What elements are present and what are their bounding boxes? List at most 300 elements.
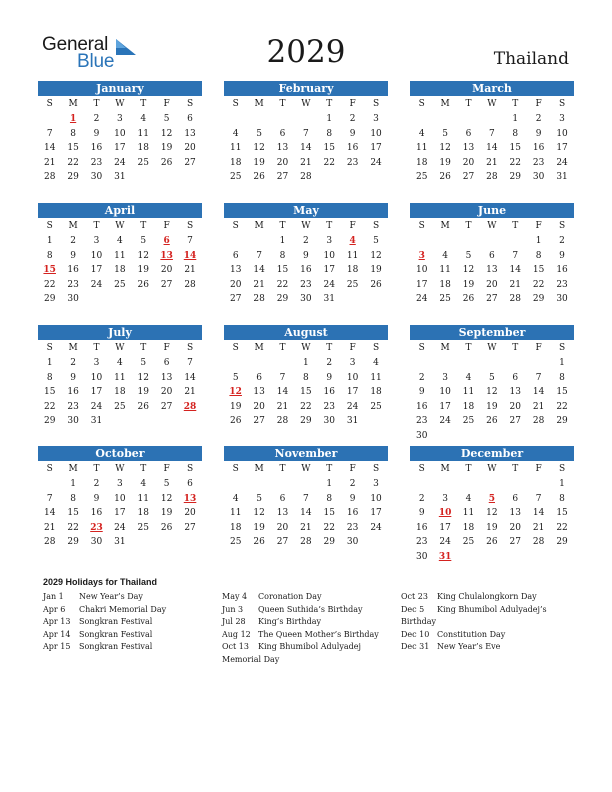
day-cell: 27 [276, 537, 289, 547]
day-cell: 31 [556, 172, 568, 182]
day-cell: 22 [43, 279, 56, 290]
week-row [38, 371, 202, 386]
day-cell [457, 112, 480, 127]
day-cell: 17 [90, 265, 103, 275]
holiday-date: Dec 31 [401, 642, 430, 651]
day-cell: 22 [67, 157, 79, 168]
day-cell: 15 [300, 387, 312, 397]
day-cell: 5 [163, 479, 170, 489]
day-cell: 24 [323, 279, 335, 290]
week-row [38, 156, 202, 171]
day-cell: 8 [303, 372, 309, 383]
day-cell: 3 [442, 493, 448, 504]
month-header: October [38, 446, 202, 461]
day-cell [271, 477, 294, 492]
week-row [410, 535, 574, 550]
week-row [224, 263, 388, 278]
day-cell: 19 [486, 401, 498, 412]
day-cell: 27 [229, 294, 242, 304]
day-cell: 10 [323, 250, 335, 261]
day-cell: 3 [93, 358, 100, 368]
day-cell: 15 [556, 508, 568, 518]
day-cell: 30 [67, 294, 79, 304]
weekday-label: W [115, 221, 125, 231]
day-cell [178, 170, 201, 185]
day-cell: 17 [370, 508, 382, 518]
day-cell: 16 [67, 387, 79, 397]
weekday-label: F [535, 99, 542, 109]
month-january [38, 81, 202, 185]
day-cell: 17 [323, 265, 335, 275]
holiday-date: Apr 6 [43, 604, 66, 614]
week-row [224, 127, 388, 142]
day-cell: 8 [70, 493, 76, 504]
weekday-label: T [326, 343, 333, 353]
day-cell: 24 [90, 279, 103, 290]
day-cell: 20 [276, 522, 289, 533]
day-cell: 7 [489, 128, 495, 139]
day-cell: 27 [462, 172, 475, 182]
week-row [38, 356, 202, 371]
week-row [38, 535, 202, 550]
day-cell: 8 [70, 128, 76, 139]
month-header: March [410, 81, 574, 96]
day-cell: 23 [300, 279, 312, 290]
weekday-label: T [279, 464, 286, 474]
day-cell: 23 [346, 522, 359, 533]
day-cell: 22 [300, 401, 312, 412]
holiday-date: Dec 5 [401, 604, 425, 614]
week-row [38, 127, 202, 142]
week-row [224, 414, 388, 429]
day-cell: 12 [253, 508, 265, 518]
day-cell: 29 [509, 172, 521, 182]
day-cell: 19 [439, 157, 451, 168]
weekday-label: W [487, 464, 497, 474]
weekday-header-row [224, 462, 388, 477]
day-cell [480, 112, 503, 127]
day-cell: 11 [114, 372, 126, 383]
week-row [38, 292, 202, 307]
day-cell: 28 [184, 279, 196, 290]
day-cell: 16 [90, 508, 103, 518]
week-row [410, 385, 574, 400]
day-cell: 26 [160, 157, 173, 168]
day-cell: 31 [90, 416, 103, 426]
day-cell: 14 [509, 265, 521, 275]
day-cell: 30 [323, 416, 335, 426]
day-cell: 17 [439, 522, 451, 533]
week-row [410, 234, 574, 249]
weekday-label: M [440, 99, 450, 109]
day-cell: 8 [559, 493, 565, 504]
day-cell: 22 [323, 157, 335, 168]
day-cell: 14 [43, 508, 56, 518]
holiday-name-continuation: Birthday [401, 617, 437, 626]
day-cell: 7 [187, 358, 193, 368]
day-cell: 18 [439, 279, 451, 290]
weekday-label: S [372, 99, 380, 109]
day-cell: 9 [93, 493, 100, 504]
week-row [410, 141, 574, 156]
week-row [410, 414, 574, 429]
week-row [38, 414, 202, 429]
weekday-label: T [93, 221, 100, 231]
holiday-day-cell: 4 [349, 236, 356, 246]
holiday-day-cell: 23 [90, 522, 103, 533]
month-november [224, 446, 388, 550]
day-cell: 10 [415, 265, 428, 275]
day-cell: 7 [187, 236, 193, 246]
weekday-label: S [46, 464, 53, 474]
day-cell: 3 [349, 358, 356, 368]
day-cell: 27 [160, 401, 173, 412]
day-cell: 26 [160, 522, 173, 533]
week-row [410, 477, 574, 492]
day-cell: 9 [70, 250, 76, 261]
day-cell: 15 [276, 265, 289, 275]
holiday-name: King Bhumibol Adulyadej [258, 642, 361, 651]
week-row [410, 550, 574, 565]
weekday-label: T [465, 221, 472, 231]
day-cell: 11 [137, 493, 149, 504]
day-cell: 11 [229, 508, 242, 518]
weekday-label: F [535, 464, 542, 474]
day-cell: 5 [373, 236, 379, 246]
day-cell: 30 [90, 172, 103, 182]
weekday-label: F [349, 464, 356, 474]
weekday-label: S [46, 343, 53, 353]
weekday-label: T [279, 99, 286, 109]
day-cell: 19 [137, 387, 149, 397]
month-header: January [38, 81, 202, 96]
weekday-label: T [326, 464, 333, 474]
day-cell: 2 [303, 236, 309, 246]
day-cell: 24 [370, 157, 382, 168]
day-cell [318, 170, 341, 185]
day-cell: 25 [439, 294, 451, 304]
day-cell: 19 [462, 279, 475, 290]
week-row [38, 249, 202, 264]
day-cell: 6 [279, 128, 286, 139]
weekday-header-row [38, 97, 202, 112]
day-cell: 31 [323, 294, 335, 304]
weekday-label: M [440, 343, 450, 353]
weekday-label: T [326, 99, 333, 109]
day-cell: 4 [465, 493, 472, 504]
day-cell: 14 [276, 387, 289, 397]
day-cell: 13 [253, 387, 265, 397]
week-row [38, 278, 202, 293]
day-cell: 7 [303, 493, 309, 504]
day-cell: 26 [253, 172, 265, 182]
day-cell [410, 112, 433, 127]
holiday-date: Jun 3 [222, 604, 244, 614]
weekday-label: F [163, 99, 170, 109]
day-cell: 10 [114, 128, 126, 139]
day-cell: 3 [117, 114, 123, 124]
day-cell: 28 [300, 537, 312, 547]
day-cell: 5 [163, 114, 170, 124]
month-header: April [38, 203, 202, 218]
weekday-label: T [465, 99, 472, 109]
day-cell [271, 356, 294, 371]
day-cell: 26 [462, 294, 475, 304]
week-row [224, 477, 388, 492]
day-cell: 11 [415, 143, 428, 153]
day-cell: 21 [184, 265, 196, 275]
day-cell: 15 [323, 508, 335, 518]
week-row [410, 356, 574, 371]
day-cell [480, 234, 503, 249]
day-cell: 5 [489, 372, 495, 383]
weekday-label: M [68, 99, 78, 109]
weekday-label: T [93, 464, 100, 474]
day-cell: 17 [415, 279, 428, 290]
day-cell: 18 [415, 157, 428, 168]
day-cell [271, 112, 294, 127]
day-cell [364, 170, 387, 185]
day-cell: 19 [229, 401, 242, 412]
day-cell: 28 [300, 172, 312, 182]
day-cell: 22 [532, 279, 545, 290]
day-cell: 20 [509, 401, 521, 412]
holiday-date: Oct 23 [401, 592, 428, 601]
weekday-header-row [38, 462, 202, 477]
holiday-date: Apr 14 [43, 629, 71, 639]
day-cell: 11 [462, 387, 475, 397]
holiday-item [43, 604, 218, 617]
holiday-item [43, 629, 218, 642]
weekday-label: S [372, 464, 380, 474]
holiday-item [43, 591, 218, 604]
day-cell: 5 [140, 236, 147, 246]
day-cell: 2 [93, 479, 100, 489]
day-cell [341, 292, 364, 307]
week-row [224, 492, 388, 507]
day-cell: 8 [512, 128, 519, 139]
day-cell: 3 [326, 236, 333, 246]
day-cell: 11 [229, 143, 242, 153]
holidays-title: 2029 Holidays for Thailand [43, 577, 158, 587]
weekday-label: M [440, 221, 450, 231]
day-cell: 28 [486, 172, 498, 182]
day-cell [410, 477, 433, 492]
day-cell: 14 [184, 372, 196, 383]
month-february [224, 81, 388, 185]
holiday-day-cell: 3 [418, 250, 425, 261]
holiday-date: Apr 15 [43, 642, 71, 651]
day-cell [341, 170, 364, 185]
month-october [38, 446, 202, 550]
day-cell: 21 [532, 401, 545, 412]
day-cell: 12 [137, 250, 149, 261]
day-cell [433, 234, 456, 249]
day-cell: 4 [140, 114, 147, 124]
week-row [38, 492, 202, 507]
day-cell: 22 [276, 279, 289, 290]
holiday-item [222, 616, 397, 629]
day-cell: 29 [276, 294, 289, 304]
day-cell: 26 [439, 172, 451, 182]
holiday-date: May 4 [222, 592, 248, 601]
day-cell [132, 535, 155, 550]
holiday-name: King Bhumibol Adulyadej’s [437, 604, 547, 614]
week-row [224, 170, 388, 185]
day-cell: 11 [346, 250, 359, 261]
day-cell: 11 [370, 372, 382, 383]
day-cell [504, 477, 527, 492]
day-cell: 8 [326, 128, 333, 139]
day-cell: 15 [67, 143, 79, 153]
month-september [410, 325, 574, 443]
holiday-item [401, 629, 576, 642]
day-cell: 28 [43, 537, 56, 547]
week-row [224, 292, 388, 307]
day-cell: 26 [486, 537, 498, 547]
day-cell: 26 [486, 416, 498, 426]
holiday-date: Apr 13 [43, 617, 71, 626]
day-cell: 1 [279, 236, 286, 246]
day-cell: 7 [535, 372, 542, 383]
day-cell: 4 [117, 236, 123, 246]
day-cell: 9 [559, 250, 565, 261]
day-cell: 9 [326, 372, 333, 383]
holiday-name: King’s Birthday [258, 617, 322, 626]
day-cell: 26 [370, 279, 382, 290]
day-cell [504, 429, 527, 444]
day-cell: 22 [556, 522, 568, 533]
day-cell: 18 [137, 143, 149, 153]
day-cell [480, 477, 503, 492]
day-cell: 22 [67, 522, 79, 533]
holiday-item [43, 641, 218, 654]
day-cell: 6 [512, 372, 519, 383]
day-cell [457, 477, 480, 492]
day-cell: 25 [415, 172, 428, 182]
day-cell: 13 [462, 143, 475, 153]
week-row [38, 141, 202, 156]
week-row [410, 156, 574, 171]
day-cell [224, 356, 247, 371]
week-row [38, 263, 202, 278]
day-cell: 9 [93, 128, 100, 139]
day-cell: 13 [509, 508, 521, 518]
day-cell [433, 112, 456, 127]
day-cell [108, 414, 131, 429]
day-cell: 20 [184, 143, 196, 153]
weekday-label: S [372, 221, 380, 231]
day-cell: 18 [370, 387, 382, 397]
day-cell: 19 [370, 265, 382, 275]
day-cell: 1 [535, 236, 542, 246]
day-cell: 29 [556, 537, 568, 547]
country-name: Thailand [493, 49, 569, 69]
week-row [224, 234, 388, 249]
day-cell: 22 [323, 522, 335, 533]
weekday-label: W [115, 464, 125, 474]
day-cell: 16 [346, 508, 359, 518]
day-cell: 13 [276, 143, 289, 153]
day-cell: 30 [532, 172, 545, 182]
day-cell: 17 [556, 143, 568, 153]
weekday-label: W [301, 221, 311, 231]
day-cell: 27 [486, 294, 498, 304]
day-cell: 10 [114, 493, 126, 504]
day-cell: 20 [184, 508, 196, 518]
day-cell: 27 [509, 416, 521, 426]
holiday-day-cell: 15 [43, 265, 56, 275]
day-cell: 20 [160, 265, 173, 275]
day-cell: 18 [462, 522, 475, 533]
day-cell: 25 [137, 157, 149, 168]
day-cell [433, 477, 456, 492]
day-cell: 29 [300, 416, 312, 426]
weekday-label: W [301, 464, 311, 474]
day-cell: 21 [43, 522, 56, 533]
day-cell: 5 [232, 372, 239, 383]
day-cell: 4 [465, 372, 472, 383]
weekday-label: M [254, 343, 264, 353]
week-row [38, 506, 202, 521]
day-cell: 9 [418, 387, 425, 397]
day-cell: 4 [442, 250, 448, 261]
day-cell: 10 [439, 387, 451, 397]
weekday-label: T [140, 343, 147, 353]
day-cell: 28 [253, 294, 265, 304]
day-cell: 17 [346, 387, 359, 397]
day-cell [457, 550, 480, 565]
day-cell: 19 [137, 265, 149, 275]
holiday-name: The Queen Mother’s Birthday [258, 629, 379, 639]
logo-blue-text: Blue [77, 51, 115, 72]
day-cell: 31 [346, 416, 359, 426]
month-may [224, 203, 388, 307]
weekday-header-row [38, 219, 202, 234]
week-row [224, 535, 388, 550]
weekday-label: S [46, 221, 53, 231]
day-cell: 24 [346, 401, 359, 412]
day-cell [294, 477, 317, 492]
weekday-label: T [140, 99, 147, 109]
day-cell: 29 [67, 537, 79, 547]
day-cell: 23 [346, 157, 359, 168]
day-cell [247, 477, 270, 492]
day-cell: 6 [163, 358, 170, 368]
holiday-date: Aug 12 [222, 629, 251, 639]
week-row [410, 170, 574, 185]
weekday-label: T [140, 464, 147, 474]
day-cell: 29 [43, 294, 56, 304]
week-row [224, 356, 388, 371]
month-header: February [224, 81, 388, 96]
week-row [38, 521, 202, 536]
day-cell: 1 [559, 358, 565, 368]
weekday-label: T [465, 464, 472, 474]
weekday-label: F [349, 343, 356, 353]
weekday-label: S [46, 99, 53, 109]
weekday-label: M [254, 99, 264, 109]
holiday-day-cell: 6 [163, 236, 170, 246]
day-cell: 5 [442, 128, 448, 139]
holiday-name: Coronation Day [258, 592, 322, 601]
day-cell: 10 [556, 128, 568, 139]
day-cell: 28 [276, 416, 289, 426]
day-cell: 4 [373, 358, 379, 368]
day-cell: 18 [114, 387, 126, 397]
day-cell: 28 [532, 416, 545, 426]
week-row [38, 112, 202, 127]
